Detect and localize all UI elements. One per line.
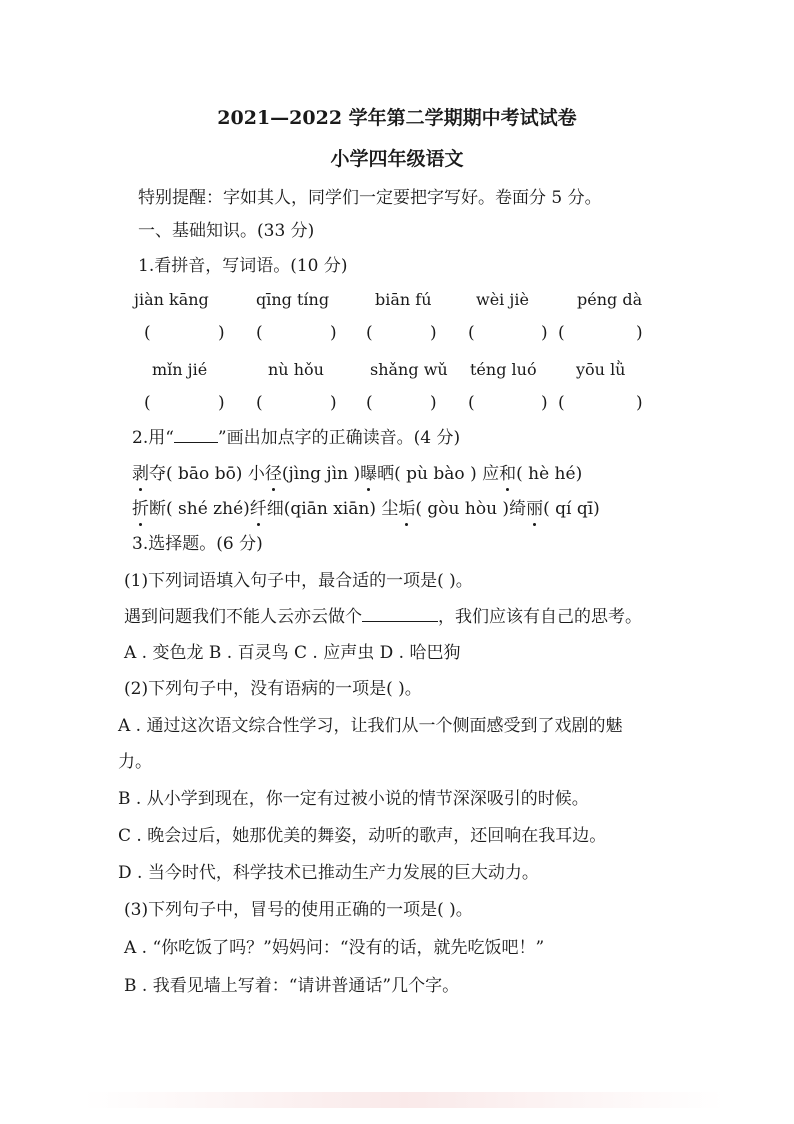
- answer-paren-close: ): [636, 393, 643, 413]
- word-char: 小: [247, 464, 265, 484]
- exam-subtitle: 小学四年级语文: [330, 148, 464, 170]
- reading-options: ( gòu hòu ): [415, 499, 510, 519]
- word-char: 应: [482, 464, 500, 484]
- word-char: 尘: [381, 499, 399, 519]
- answer-paren-open: (: [366, 393, 373, 413]
- answer-paren-close: ): [541, 393, 548, 413]
- reading-options: ( bāo bō): [166, 464, 243, 484]
- pinyin-4: wèi jiè: [476, 290, 529, 309]
- q2-title: [132, 426, 460, 450]
- pinyin-2: qīng tíng: [256, 290, 330, 309]
- answer-paren-close: ): [430, 393, 437, 413]
- answer-paren-close: ): [330, 393, 337, 413]
- answer-paren-close: ): [330, 323, 337, 343]
- reading-options: (qiān xiān): [283, 499, 376, 519]
- q3-sub3-option-b: B . 我看见墙上写着：“请讲普通话”几个字。: [124, 976, 460, 996]
- answer-paren-close: ): [430, 323, 437, 343]
- scan-smudge: [84, 1092, 724, 1108]
- stem-text: ，我们应该有自己的思考。: [438, 607, 642, 627]
- answer-blank: [174, 426, 218, 443]
- q2-title-pre: 2.用“: [132, 428, 174, 448]
- word-char: 绮: [509, 499, 527, 519]
- section1-title: 一、基础知识。(33 分): [138, 221, 315, 241]
- dotted-char: 折: [132, 499, 149, 519]
- dotted-char: 丽: [526, 499, 544, 519]
- pinyin-8: shǎng wǔ: [370, 360, 448, 379]
- answer-paren-open: (: [558, 393, 565, 413]
- pinyin-10: yōu lǜ: [576, 360, 626, 379]
- dotted-char: 曝: [360, 464, 378, 484]
- q2-line-2: [132, 497, 600, 521]
- dotted-char: 垢: [398, 499, 416, 519]
- q3-sub2-option-a: A . 通过这次语文综合性学习，让我们从一个侧面感受到了戏剧的魅: [118, 716, 623, 736]
- exam-title: 2021—2022 学年第二学期期中考试试卷: [217, 107, 577, 129]
- q3-sub1-question: (1)下列词语填入句子中，最合适的一项是( )。: [124, 571, 473, 591]
- answer-paren-close: ): [218, 393, 225, 413]
- answer-paren-close: ): [636, 323, 643, 343]
- pinyin-3: biān fú: [375, 290, 432, 309]
- answer-paren-close: ): [218, 323, 225, 343]
- answer-paren-open: (: [256, 323, 263, 343]
- stem-text: 遇到问题我们不能人云亦云做个: [124, 607, 362, 627]
- dotted-char: 纤: [249, 499, 267, 519]
- q3-sub3-option-a: A . “你吃饭了吗？”妈妈问：“没有的话，就先吃饭吧！”: [124, 938, 545, 958]
- q2-title-post: ”画出加点字的正确读音。(4 分): [217, 428, 461, 448]
- answer-paren-open: (: [144, 323, 151, 343]
- reading-options: ( hè hé): [516, 464, 583, 484]
- word-char: 断: [149, 499, 166, 519]
- q3-sub3-question: (3)下列句子中，冒号的使用正确的一项是( )。: [124, 900, 473, 920]
- answer-paren-open: (: [468, 393, 475, 413]
- q3-sub2-question: (2)下列句子中，没有语病的一项是( )。: [124, 679, 422, 699]
- q2-line-1: [132, 462, 582, 486]
- q3-title: 3.选择题。(6 分): [132, 534, 263, 554]
- answer-paren-close: ): [541, 323, 548, 343]
- q3-sub1-stem: [124, 605, 642, 629]
- pinyin-5: péng dà: [577, 290, 643, 309]
- dotted-char: 径: [264, 464, 282, 484]
- answer-paren-open: (: [468, 323, 475, 343]
- reading-options: ( pù bào ): [394, 464, 477, 484]
- reading-options: ( shé zhé): [166, 499, 250, 519]
- word-char: 晒: [377, 464, 395, 484]
- reading-options: ( qí qī): [543, 499, 600, 519]
- answer-paren-open: (: [256, 393, 263, 413]
- answer-paren-open: (: [144, 393, 151, 413]
- answer-paren-open: (: [558, 323, 565, 343]
- reading-options: (jìng jìn ): [281, 464, 361, 484]
- word-char: 夺: [149, 464, 166, 484]
- q3-sub2-option-b: B . 从小学到现在，你一定有过被小说的情节深深吸引的时候。: [118, 789, 589, 809]
- pinyin-1: jiàn kāng: [134, 290, 209, 309]
- pinyin-9: téng luó: [470, 360, 537, 379]
- pinyin-7: nù hǒu: [268, 360, 324, 379]
- answer-blank: [362, 605, 438, 622]
- q3-sub1-options: A . 变色龙 B . 百灵鸟 C . 应声虫 D . 哈巴狗: [124, 643, 461, 663]
- dotted-char: 剥: [132, 464, 149, 484]
- word-char: 细: [266, 499, 284, 519]
- pinyin-6: mǐn jié: [152, 360, 208, 379]
- q1-title: 1.看拼音，写词语。(10 分): [138, 256, 348, 276]
- special-notice: 特别提醒：字如其人，同学们一定要把字写好。卷面分 5 分。: [138, 188, 602, 208]
- q3-sub2-option-c: C . 晚会过后，她那优美的舞姿，动听的歌声，还回响在我耳边。: [118, 826, 607, 846]
- dotted-char: 和: [499, 464, 517, 484]
- q3-sub2-option-d: D . 当今时代，科学技术已推动生产力发展的巨大动力。: [118, 863, 539, 883]
- answer-paren-open: (: [366, 323, 373, 343]
- q3-sub2-option-a-cont: 力。: [118, 752, 152, 772]
